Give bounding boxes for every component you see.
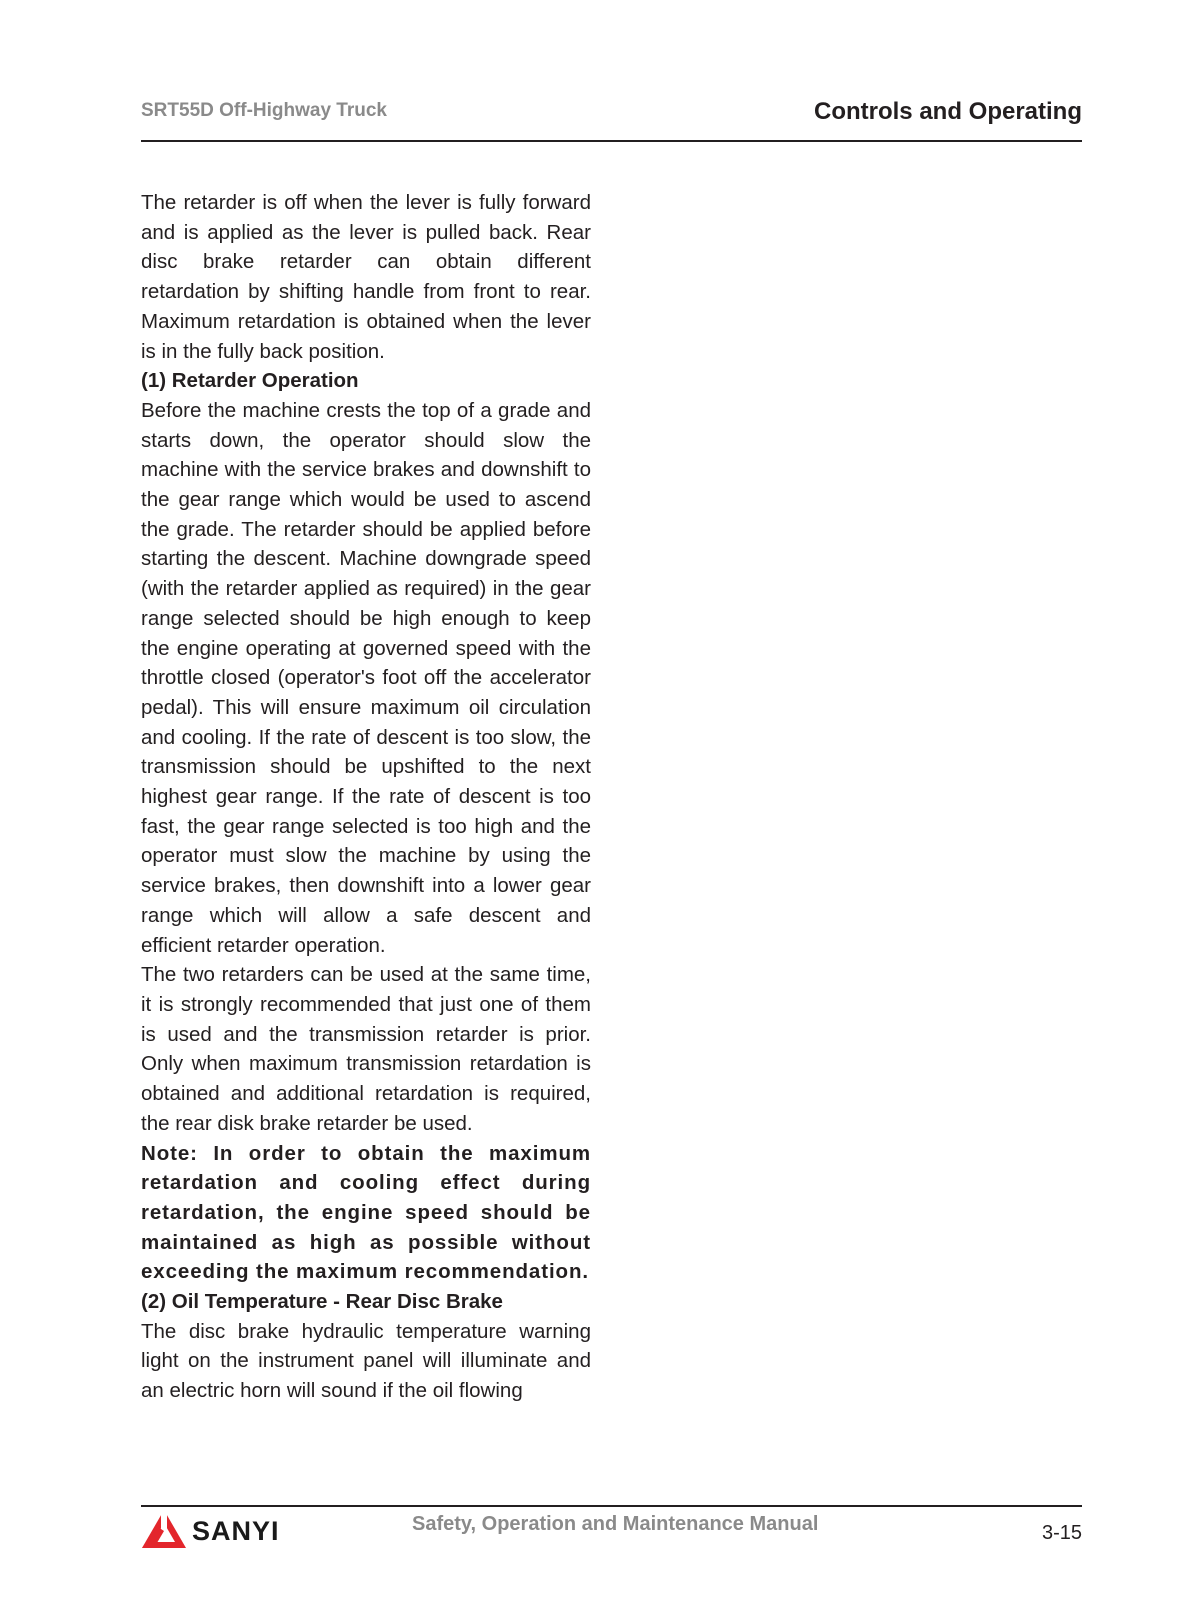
paragraph-retarder-lever: The retarder is off when the lever is fully forward and is applied as the lever is pulled back. Rear disc brake retarder can obtain different retardation by shifting handle from front to rear. Maximum retardation is obtained when the lever is in the fully back position. [141,191,591,363]
logo-wordmark: SANYI [192,1516,280,1546]
footer-divider [141,1505,1082,1507]
page-number: 3-15 [1041,1522,1082,1544]
manual-title: Safety, Operation and Maintenance Manual [412,1513,819,1535]
paragraph-retarder-operation: Before the machine crests the top of a grade and starts down, the operator should slow the machine with the service brakes and downshift to the gear range which would be used to ascend the grade. The retarder should be applied before starting the descent. Machine downgrade speed (with the retarder applied as required) in the gear range selected should be high enough to keep the engine operating at governed speed with the throttle closed (operator's foot off the accelerator pedal). This will ensure maximum oil circulation and cooling. If the rate of descent is too slow, the transmission should be upshifted to the next highest gear range. If the rate of descent is too fast, the gear range selected is too high and the operator must slow the machine by using the service brakes, then downshift into a lower gear range which will allow a safe descent and efficient retarder operation. [141,398,591,957]
header-divider [141,140,1082,142]
note-engine-speed: Note: In order to obtain the maximum retardation and cooling effect during retardation, the engine speed should be maintained as high as possible without exceeding the maximum recommendation. [141,1141,591,1284]
document-title: SRT55D Off-Highway Truck [141,100,387,121]
sanyi-logo [140,1508,290,1554]
heading-retarder-operation: (1) Retarder Operation [141,369,359,393]
section-title: Controls and Operating [813,98,1082,125]
sanyi-logo-icon [140,1508,188,1554]
main-text-column [141,188,591,1406]
paragraph-two-retarders: The two retarders can be used at the same time, it is strongly recommended that just one of them is used and the transmission retarder is prior. Only when maximum transmission retardation is obtained and additional retardation is required, the rear disk brake retarder be used. [141,963,591,1135]
paragraph-oil-temperature: The disc brake hydraulic temperature warning light on the instrument panel will illuminate and an electric horn will sound if the oil flowing [141,1319,591,1403]
heading-oil-temperature: (2) Oil Temperature - Rear Disc Brake [141,1290,503,1314]
